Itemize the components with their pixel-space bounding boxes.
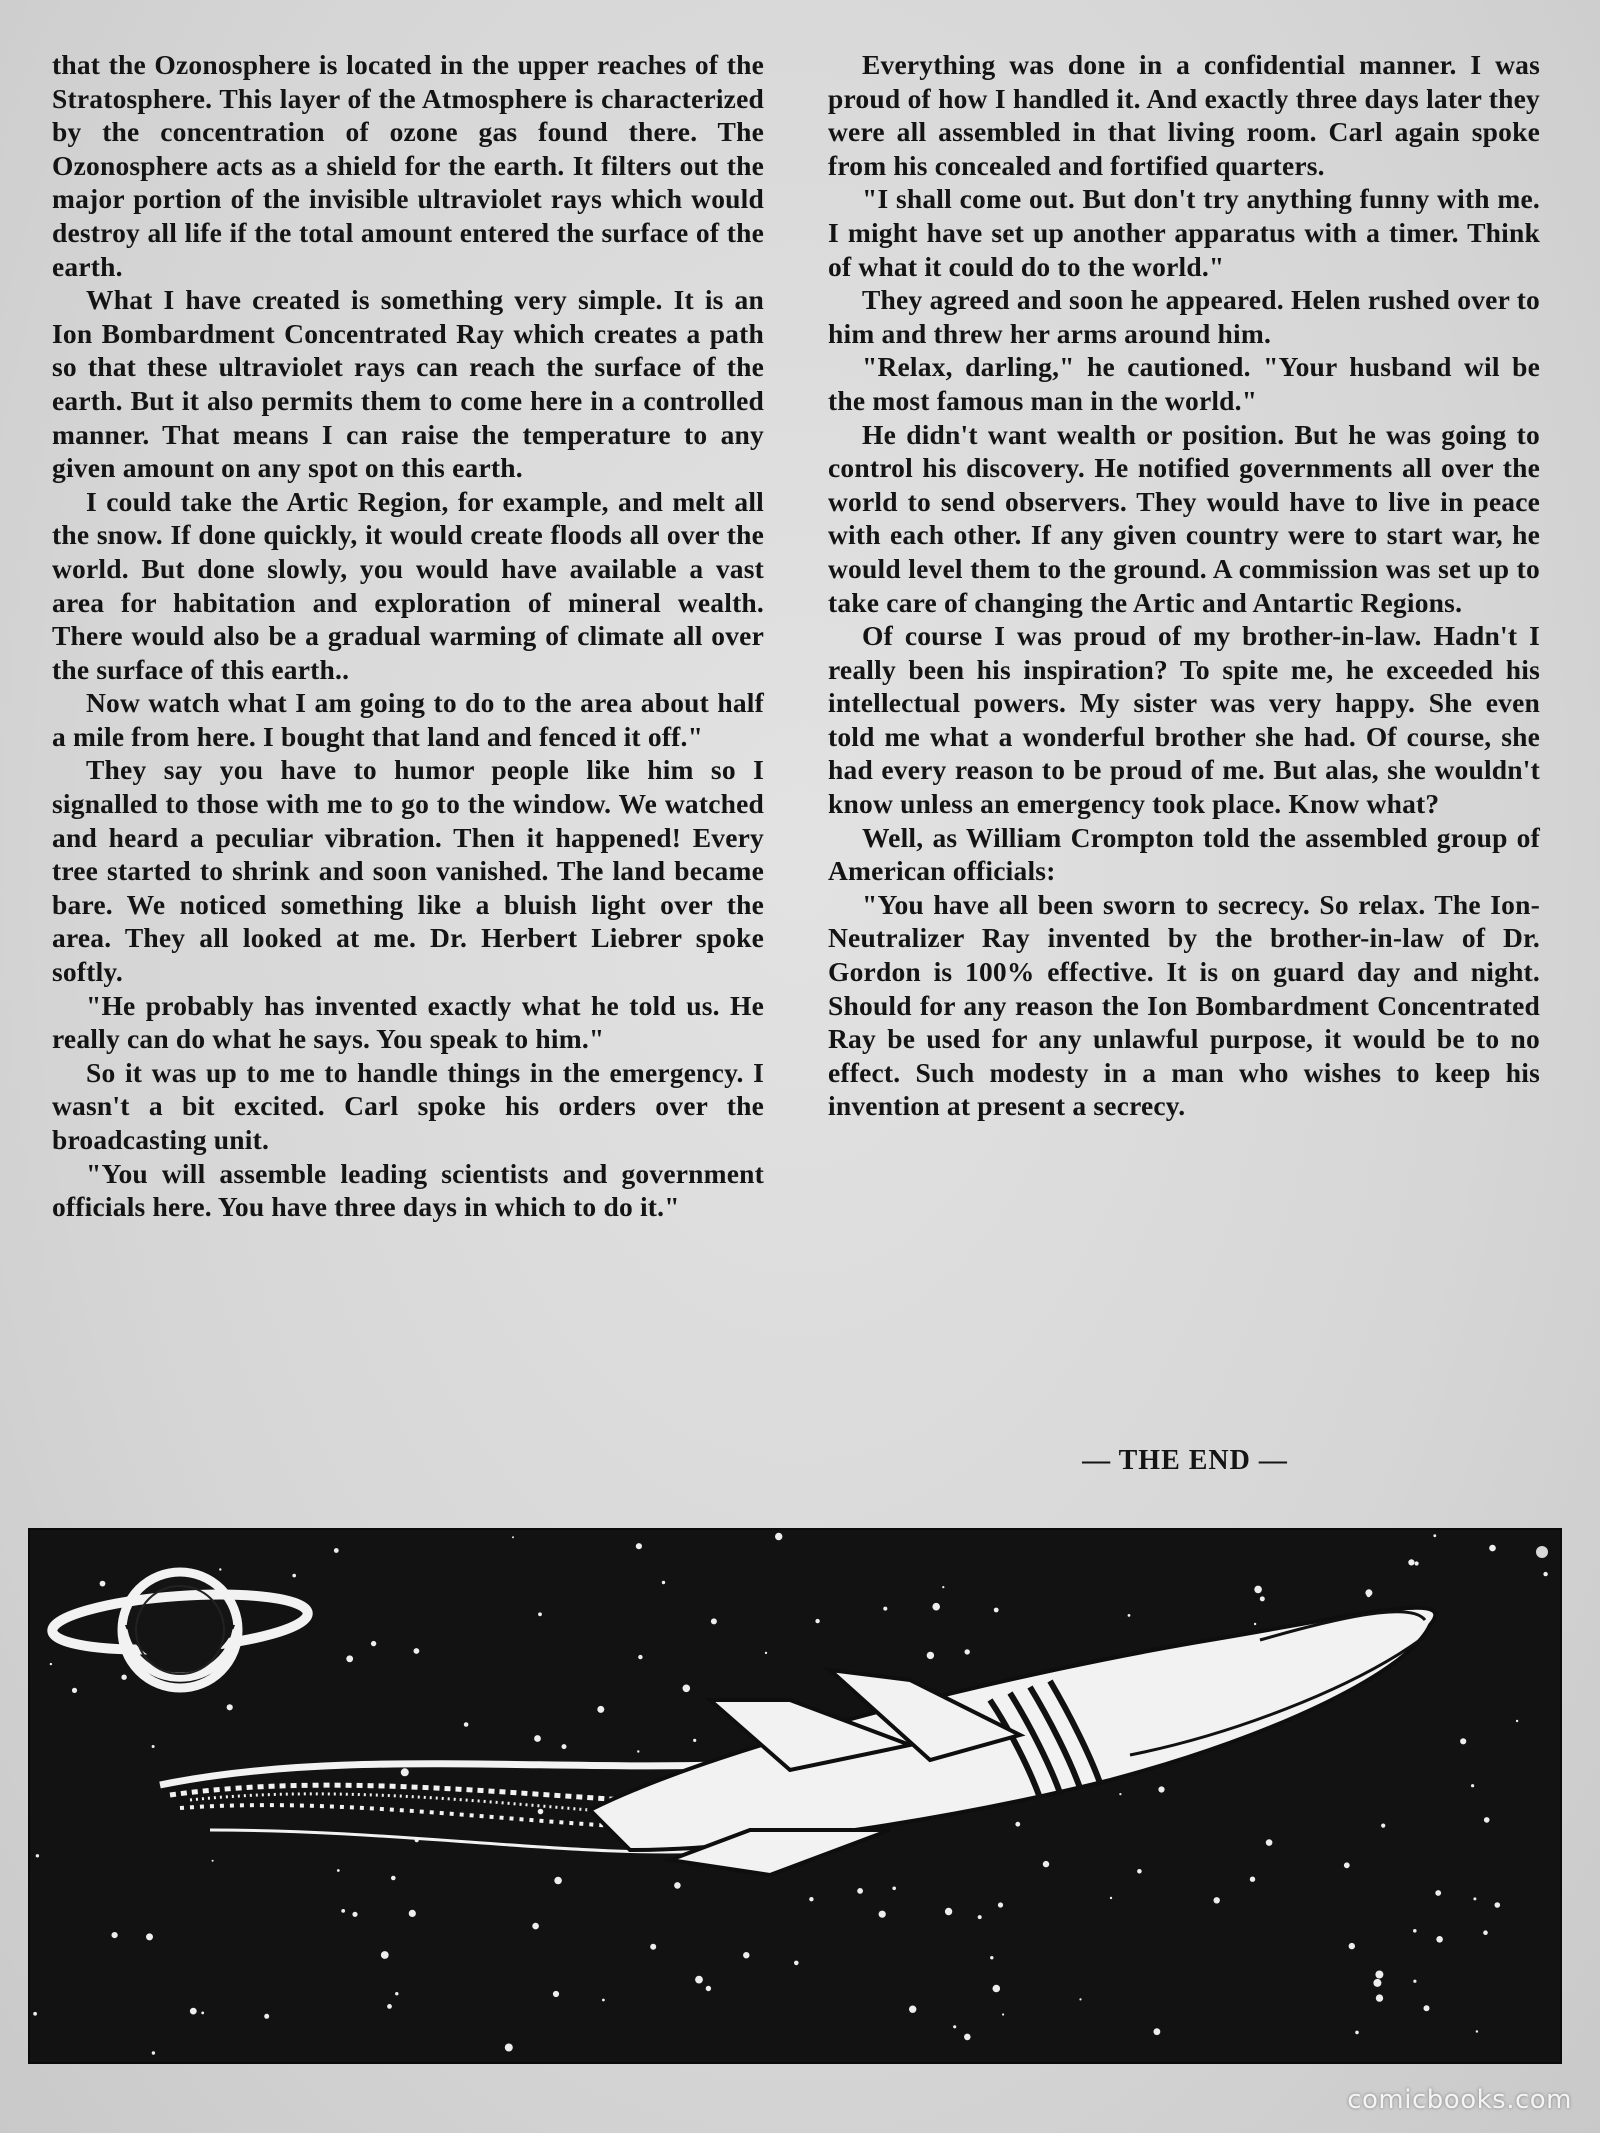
star-icon	[693, 1739, 696, 1742]
star-icon	[1489, 1545, 1496, 1552]
star-icon	[1349, 1943, 1355, 1949]
star-icon	[264, 2014, 269, 2019]
star-icon	[212, 1860, 214, 1862]
star-icon	[706, 1986, 711, 1991]
paragraph: Of course I was proud of my brother-in-law. Hadn't I really been his inspiration? To spite me, he exceeded his intellectual powers. My sister was very happy. She even told me what a wonderful brother she had. Of course, she had every reason to be proud of me. But alas, she wouldn't know unless an emergency took place. Know what?	[828, 620, 1540, 820]
star-icon	[932, 1603, 940, 1611]
star-icon	[1373, 1979, 1381, 1987]
star-icon	[765, 1652, 767, 1654]
star-icon	[1408, 1559, 1414, 1565]
star-icon	[334, 1548, 339, 1553]
star-icon	[391, 1876, 396, 1881]
star-icon	[352, 1912, 357, 1917]
the-end-mark: — THE END —	[1082, 1445, 1288, 1476]
star-icon	[1367, 1593, 1371, 1597]
star-icon	[994, 1608, 999, 1613]
star-icon	[341, 1909, 345, 1913]
star-icon	[1260, 1596, 1265, 1601]
star-icon	[219, 1568, 221, 1570]
star-icon	[1214, 1897, 1220, 1903]
star-icon	[33, 2012, 37, 2016]
star-icon	[1375, 1971, 1383, 1979]
paragraph: "You have all been sworn to secrecy. So relax. The Ion-Neutralizer Ray invented by the brother-in-law of Dr. Gordon is 100% effective. It is on guard day and night. Should for any reason the Ion Bombardment Concentrated Ray be used for any unlawful purpose, it would be to no effect. Such modesty in a man who wishes to keep his invention at present a secrecy.	[828, 888, 1540, 1122]
star-icon	[152, 2051, 155, 2054]
star-icon	[1483, 1930, 1488, 1935]
star-icon	[36, 1854, 39, 1857]
star-icon	[1495, 1902, 1501, 1908]
paragraph: What I have created is something very simple. It is an Ion Bombardment Concentrated Ray which creates a path so that these ultraviolet rays can reach the surface of the earth. But it also permits them to come here in a controlled manner. That means I can raise the temperature to any given amount on any spot on this earth.	[52, 284, 764, 484]
star-icon	[532, 1923, 539, 1930]
star-icon	[50, 1663, 52, 1665]
paragraph: "He probably has invented exactly what he told us. He really can do what he says. You speak to him."	[52, 989, 764, 1055]
star-icon	[927, 1652, 934, 1659]
star-icon	[990, 1956, 993, 1959]
star-icon	[883, 1607, 887, 1611]
star-icon	[464, 1722, 469, 1727]
star-icon	[879, 1911, 886, 1918]
star-icon	[597, 1706, 604, 1713]
star-icon	[1015, 1822, 1020, 1827]
star-icon	[998, 1902, 1003, 1907]
star-icon	[395, 1992, 398, 1995]
star-icon	[1266, 1839, 1273, 1846]
star-icon	[892, 1887, 896, 1891]
star-icon	[637, 1750, 639, 1752]
star-icon	[775, 1533, 782, 1540]
star-icon	[1344, 1862, 1350, 1868]
paragraph: They say you have to humor people like him so I signalled to those with me to go to the window. We watched and heard a peculiar vibration. Then it happened! Every tree started to shrink and soon vanished. The land became bare. We noticed something like a bluish light over the area. They all looked at me. Dr. Herbert Liebrer spoke softly.	[52, 754, 764, 988]
paragraph: Well, as William Crompton told the assembled group of American officials:	[828, 821, 1540, 887]
star-icon	[381, 1951, 389, 1959]
star-icon	[1128, 1614, 1131, 1617]
star-icon	[978, 1915, 982, 1919]
paragraph: So it was up to me to handle things in the emergency. I wasn't a bit excited. Carl spoke his orders over the broadcasting unit.	[52, 1056, 764, 1155]
star-icon	[636, 1543, 642, 1549]
star-icon	[409, 1910, 416, 1917]
star-icon	[602, 1999, 605, 2002]
star-icon	[857, 1888, 863, 1894]
rocket-illustration	[28, 1528, 1562, 2064]
paragraph: that the Ozonosphere is located in the upper reaches of the Stratosphere. This layer of the Atmosphere is characterized by the concentration of ozone gas found there. The Ozonosphere acts as a shield for the earth. It filters out the major portion of the invisible ultraviolet rays which would destroy all life if the total amount entered the surface of the earth.	[52, 49, 764, 282]
star-icon	[794, 1961, 799, 1966]
star-icon	[1002, 2013, 1004, 2015]
star-icon	[1484, 1817, 1490, 1823]
star-icon	[512, 1536, 514, 1538]
left-column	[52, 48, 764, 1224]
star-icon	[965, 1649, 970, 1654]
star-icon	[815, 1619, 819, 1623]
star-icon	[638, 1655, 642, 1659]
star-icon	[695, 1976, 703, 1984]
star-icon	[1254, 1586, 1262, 1594]
star-icon	[505, 2044, 513, 2052]
star-icon	[292, 1574, 296, 1578]
paragraph: He didn't want wealth or position. But he was going to control his discovery. He notified governments all over the world to send observers. They would have to live in peace with each other. If any given country were to start war, he would level them to the ground. A commission was set up to take care of changing the Artic and Antartic Regions.	[828, 418, 1540, 618]
star-icon	[1376, 1994, 1383, 2001]
star-icon	[1433, 1534, 1436, 1537]
star-icon	[953, 2025, 956, 2028]
star-icon	[1473, 1897, 1476, 1900]
star-icon	[190, 2008, 197, 2015]
star-icon	[1436, 1936, 1443, 1943]
star-icon	[100, 1581, 106, 1587]
star-icon	[414, 1648, 420, 1654]
star-icon	[650, 1944, 656, 1950]
star-icon	[554, 1877, 562, 1885]
star-icon	[1110, 1897, 1112, 1899]
star-icon	[1355, 2031, 1359, 2035]
paragraph: "Relax, darling," he cautioned. "Your husband wil be the most famous man in the world."	[828, 351, 1540, 416]
space-scene-icon	[30, 1530, 1560, 2062]
star-icon	[387, 2004, 392, 2009]
star-icon	[1516, 1720, 1518, 1722]
star-icon	[909, 2006, 916, 2013]
star-icon	[346, 1655, 353, 1662]
star-icon	[1424, 2005, 1430, 2011]
star-icon	[993, 1985, 1001, 1993]
star-icon	[227, 1704, 233, 1710]
star-icon	[711, 1618, 717, 1624]
star-icon	[674, 1882, 681, 1889]
star-icon	[942, 1586, 944, 1588]
star-icon	[743, 1952, 749, 1958]
star-icon	[1079, 1998, 1081, 2000]
star-icon	[152, 1745, 155, 1748]
star-icon	[945, 1908, 952, 1915]
star-icon	[1415, 1561, 1419, 1565]
star-icon	[1471, 1784, 1474, 1787]
star-icon	[809, 1897, 813, 1901]
star-icon	[562, 1744, 567, 1749]
star-icon	[1543, 1572, 1547, 1576]
star-icon	[72, 1688, 77, 1693]
star-icon	[1413, 1929, 1417, 1933]
paragraph: "I shall come out. But don't try anything funny with me. I might have set up another apparatus with a timer. Think of what it could do to the world."	[828, 183, 1540, 282]
star-icon	[1435, 1890, 1441, 1896]
star-icon	[201, 2012, 204, 2015]
paragraph: I could take the Artic Region, for example, and melt all the snow. If done quickly, it would create floods all over the world. But done slowly, you would have available a vast area for habitation and exploration of mineral wealth. There would also be a gradual warming of climate all over the surface of this earth..	[52, 485, 764, 685]
star-icon	[1381, 1824, 1385, 1828]
right-column	[828, 48, 1540, 1123]
star-icon	[121, 1675, 126, 1680]
star-icon	[1158, 1786, 1164, 1792]
star-icon	[112, 1932, 118, 1938]
star-icon	[1119, 1793, 1121, 1795]
star-icon	[401, 1768, 409, 1776]
star-icon	[1043, 1861, 1049, 1867]
star-icon	[683, 1685, 691, 1693]
watermark: comicbooks.com	[1347, 2085, 1572, 2115]
star-icon	[538, 1809, 544, 1815]
paragraph: "You will assemble leading scientists and government officials here. You have three days in which to do it."	[52, 1157, 764, 1223]
star-icon	[371, 1641, 376, 1646]
star-icon	[1413, 1980, 1416, 1983]
star-icon	[964, 2034, 971, 2041]
paragraph: They agreed and soon he appeared. Helen rushed over to him and threw her arms around him.	[828, 284, 1540, 349]
star-icon	[538, 1612, 542, 1616]
paragraph: Now watch what I am going to do to the area about half a mile from here. I bought that land and fenced it off."	[52, 687, 764, 752]
star-icon	[662, 1581, 665, 1584]
star-icon	[1137, 1869, 1142, 1874]
star-icon	[1476, 2030, 1478, 2032]
star-icon	[553, 1991, 559, 1997]
star-icon	[534, 1735, 541, 1742]
star-icon	[337, 1869, 340, 1872]
paragraph: Everything was done in a confidential manner. I was proud of how I handled it. And exactly three days later they were all assembled in that living room. Carl again spoke from his concealed and fortified quarters.	[828, 49, 1540, 181]
star-icon	[1154, 2028, 1161, 2035]
star-icon	[146, 1933, 153, 1940]
star-icon	[1254, 1623, 1256, 1625]
star-icon	[1460, 1738, 1466, 1744]
star-icon	[1250, 1877, 1255, 1882]
